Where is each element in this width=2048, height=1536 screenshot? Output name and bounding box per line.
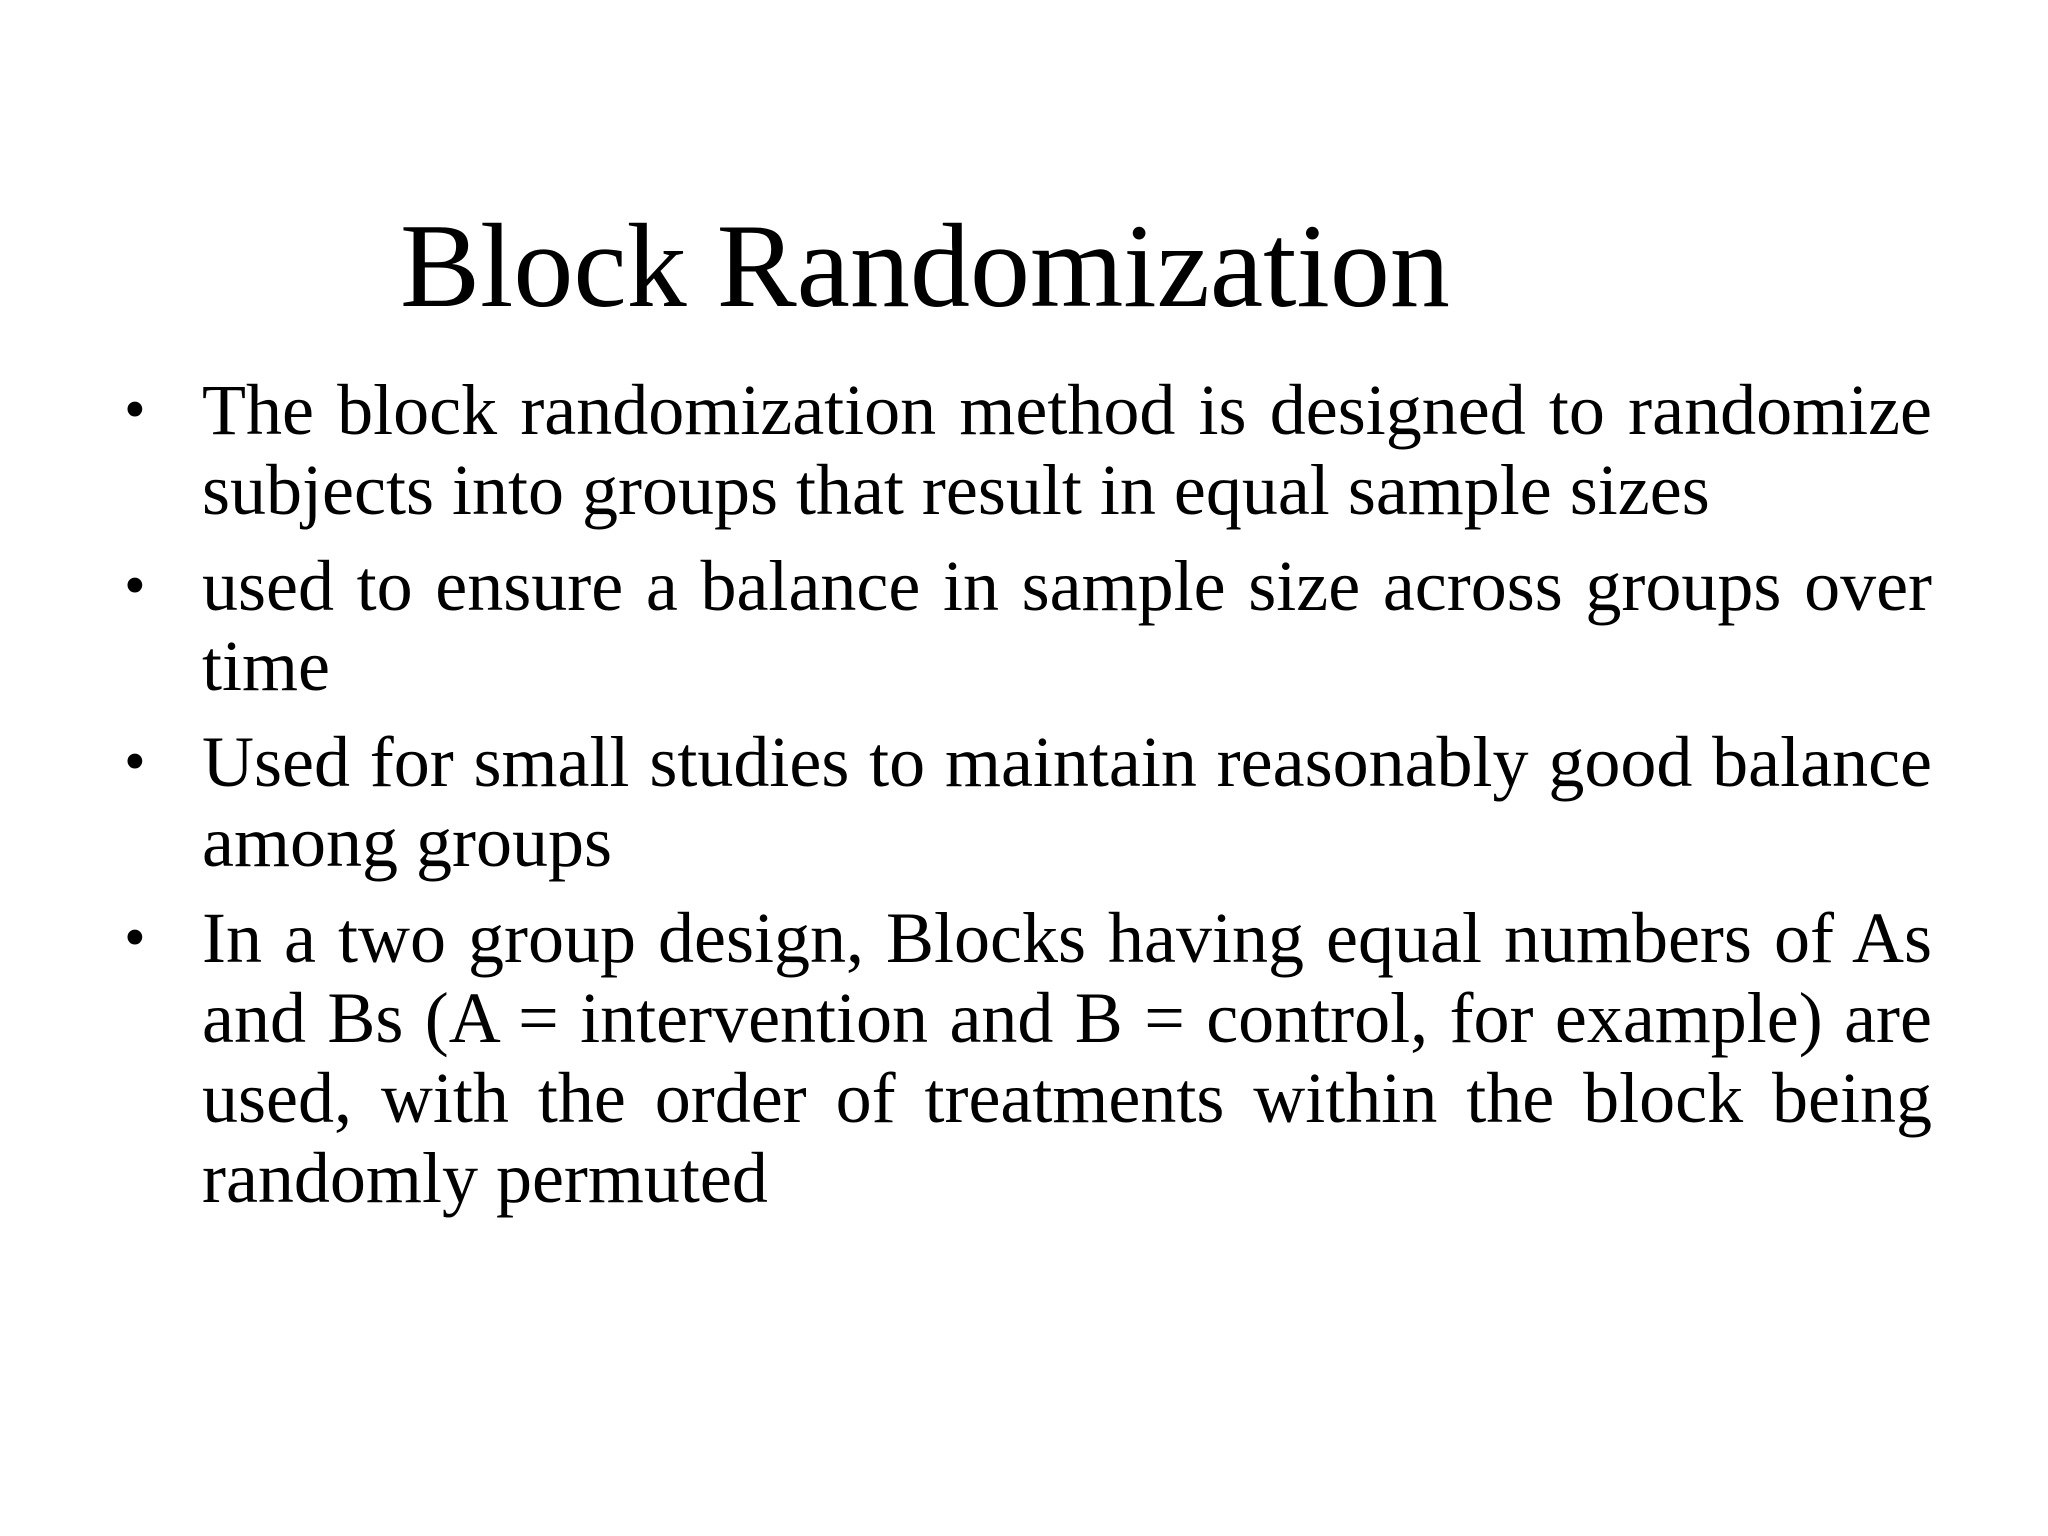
bullet-marker: • <box>124 552 146 620</box>
bullet-item <box>120 722 1932 882</box>
slide-title: Block Randomization <box>400 199 1450 332</box>
bullet-item <box>120 898 1932 1218</box>
bullet-item <box>120 370 1932 530</box>
bullet-text: Used for small studies to maintain reasonably good balance among groups <box>202 722 1932 882</box>
bullet-text: used to ensure a balance in sample size across groups over time <box>202 546 1932 706</box>
bullet-list <box>120 370 1932 1234</box>
bullet-item <box>120 546 1932 706</box>
bullet-text: In a two group design, Blocks having equal numbers of As and Bs (A = intervention and B = control, for example) are used, with the order of treatments within the block being randomly permuted <box>202 898 1932 1218</box>
bullet-marker: • <box>124 376 146 444</box>
bullet-marker: • <box>124 904 146 972</box>
bullet-text: The block randomization method is designed to randomize subjects into groups that result in equal sample sizes <box>202 370 1932 530</box>
bullet-marker: • <box>124 728 146 796</box>
